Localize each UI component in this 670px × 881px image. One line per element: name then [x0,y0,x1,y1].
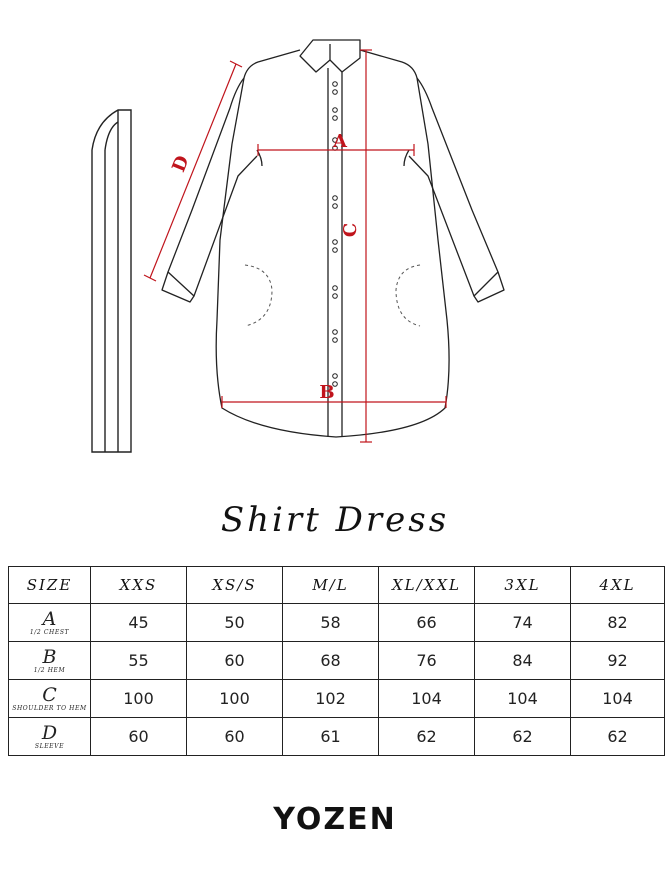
size-chart-table [8,566,665,756]
table-cell: 62 [571,718,665,756]
measure-label-b: B [319,382,335,403]
table-cell: 92 [571,642,665,680]
measure-label-a: A [333,131,347,152]
table-cell: 61 [283,718,379,756]
row-letter: D [41,721,58,744]
row-label-b [9,642,91,680]
table-header-row [9,567,665,604]
header-xs-s: XS/S [187,567,283,604]
row-label-c [9,680,91,718]
table-row [9,680,665,718]
table-cell: 102 [283,680,379,718]
table-cell: 50 [187,604,283,642]
table-row [9,718,665,756]
table-row [9,604,665,642]
header-4xl: 4XL [571,567,665,604]
header-xxs: XXS [91,567,187,604]
button-column [333,82,338,387]
measurement-lines [144,50,446,442]
table-cell: 55 [91,642,187,680]
table-cell: 104 [475,680,571,718]
row-letter: C [42,683,57,706]
belt-sash-illustration [92,110,131,452]
table-cell: 104 [379,680,475,718]
table-cell: 58 [283,604,379,642]
table-cell: 60 [91,718,187,756]
table-cell: 100 [187,680,283,718]
measure-line-d [150,64,236,278]
table-cell: 82 [571,604,665,642]
row-description: 1/2 CHEST [29,628,70,636]
header-3xl: 3XL [475,567,571,604]
row-label-d [9,718,91,756]
table-cell: 84 [475,642,571,680]
table-cell: 62 [475,718,571,756]
brand-logo: YOZEN [273,802,397,837]
table-cell: 60 [187,718,283,756]
table-row [9,642,665,680]
row-letter: A [42,607,57,630]
table-cell: 76 [379,642,475,680]
table-cell: 60 [187,642,283,680]
product-title: Shirt Dress [220,500,450,540]
table-cell: 104 [571,680,665,718]
table-cell: 74 [475,604,571,642]
table-cell: 66 [379,604,475,642]
row-description: 1/2 HEM [33,666,66,674]
table-cell: 45 [91,604,187,642]
table-cell: 100 [91,680,187,718]
row-description: SLEEVE [34,742,65,750]
header-size: SIZE [9,567,91,604]
table-cell: 62 [379,718,475,756]
header-m-l: M/L [283,567,379,604]
header-xl-xxl: XL/XXL [379,567,475,604]
row-description: SHOULDER TO HEM [12,704,87,712]
row-label-a [9,604,91,642]
row-letter: B [42,645,57,668]
table-cell: 68 [283,642,379,680]
measure-label-c: C [340,222,361,238]
measure-label-d: D [168,152,194,176]
